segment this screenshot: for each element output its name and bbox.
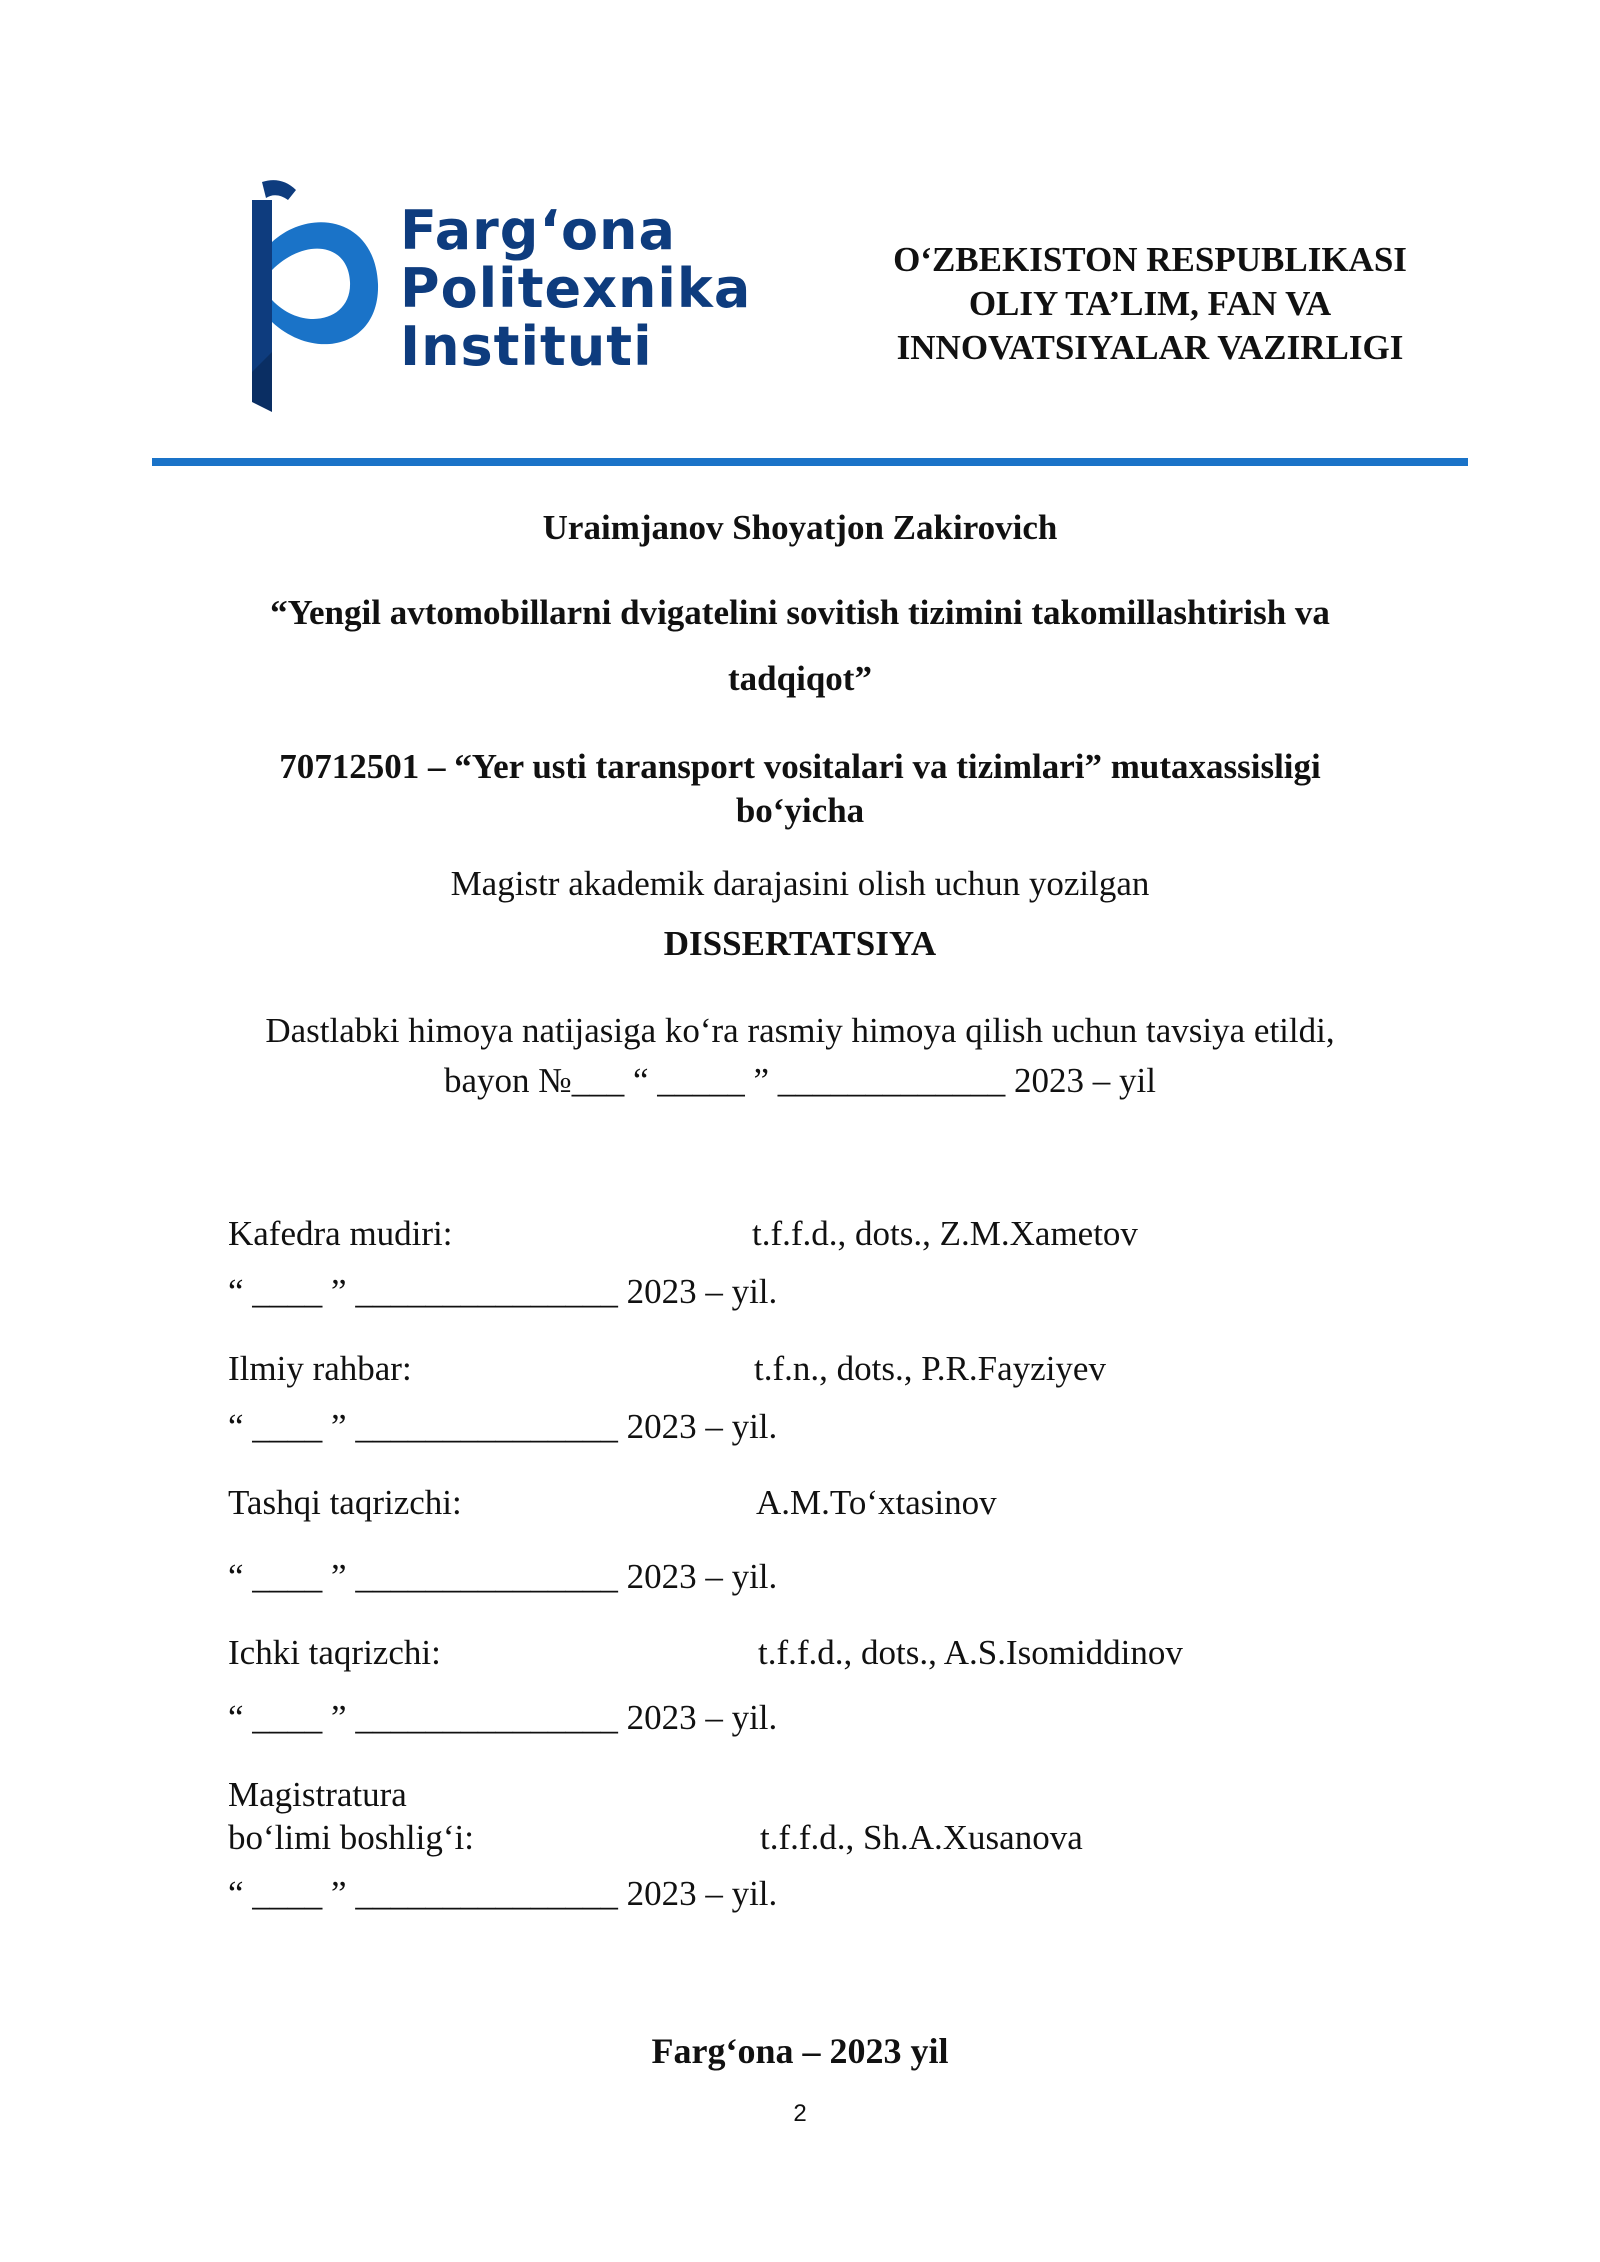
signature-role: Ilmiy rahbar:: [228, 1349, 412, 1388]
document-type: DISSERTATSIYA: [663, 924, 937, 963]
ministry-line: OLIY TA’LIM, FAN VA: [968, 284, 1332, 323]
signature-date: “ ____ ” _______________ 2023 – yil.: [228, 1407, 778, 1446]
ministry-heading: [850, 238, 1450, 370]
signature-name: t.f.n., dots., P.R.Fayziyev: [754, 1349, 1106, 1388]
ministry-line: O‘ZBEKISTON RESPUBLIKASI: [893, 240, 1407, 279]
signature-name: t.f.f.d., dots., A.S.Isomiddinov: [758, 1633, 1183, 1672]
degree-purpose: Magistr akademik darajasini olish uchun yozilgan: [450, 864, 1150, 903]
signature-date: “ ____ ” _______________ 2023 – yil.: [228, 1272, 778, 1311]
institute-logo: [240, 172, 780, 422]
signature-name: A.M.To‘xtasinov: [756, 1483, 997, 1522]
logo-line: Politexnika: [400, 257, 752, 320]
signature-role: Ichki taqrizchi:: [228, 1633, 441, 1672]
signature-name: t.f.f.d., dots., Z.M.Xametov: [752, 1214, 1138, 1253]
recommendation-line: bayon №___ “ _____ ” _____________ 2023 – yil: [444, 1061, 1156, 1100]
signature-date: “ ____ ” _______________ 2023 – yil.: [228, 1698, 778, 1737]
place-year: Farg‘ona – 2023 yil: [651, 2031, 949, 2071]
recommendation: [150, 1006, 1450, 1106]
signature-date: “ ____ ” _______________ 2023 – yil.: [228, 1874, 778, 1913]
author-name: Uraimjanov Shoyatjon Zakirovich: [542, 508, 1058, 547]
title-line: tadqiqot”: [728, 659, 872, 698]
specialty-line: bo‘yicha: [735, 791, 865, 830]
logo-line: Farg‘ona: [400, 199, 676, 262]
recommendation-line: Dastlabki himoya natijasiga ko‘ra rasmiy himoya qilish uchun tavsiya etildi,: [265, 1011, 1335, 1050]
signature-role: Tashqi taqrizchi:: [228, 1483, 462, 1522]
specialty: [150, 745, 1450, 833]
logo-line: Instituti: [400, 315, 653, 378]
thesis-title: [150, 580, 1450, 712]
specialty-line: 70712501 – “Yer usti taransport vositalari va tizimlari” mutaxassisligi: [279, 747, 1321, 786]
signature-role: bo‘limi boshlig‘i:: [228, 1818, 474, 1857]
title-line: “Yengil avtomobillarni dvigatelini sovitish tizimini takomillashtirish va: [270, 593, 1330, 632]
signature-role: Kafedra mudiri:: [228, 1214, 453, 1253]
signature-date: “ ____ ” _______________ 2023 – yil.: [228, 1557, 778, 1596]
signature-role-line1: Magistratura: [228, 1775, 407, 1814]
ministry-line: INNOVATSIYALAR VAZIRLIGI: [896, 328, 1404, 367]
page-number: 2: [793, 2100, 807, 2127]
logo-mark-icon: [240, 172, 390, 422]
signature-name: t.f.f.d., Sh.A.Xusanova: [760, 1818, 1083, 1857]
header-divider: [152, 458, 1468, 466]
logo-wordmark: [400, 199, 752, 378]
